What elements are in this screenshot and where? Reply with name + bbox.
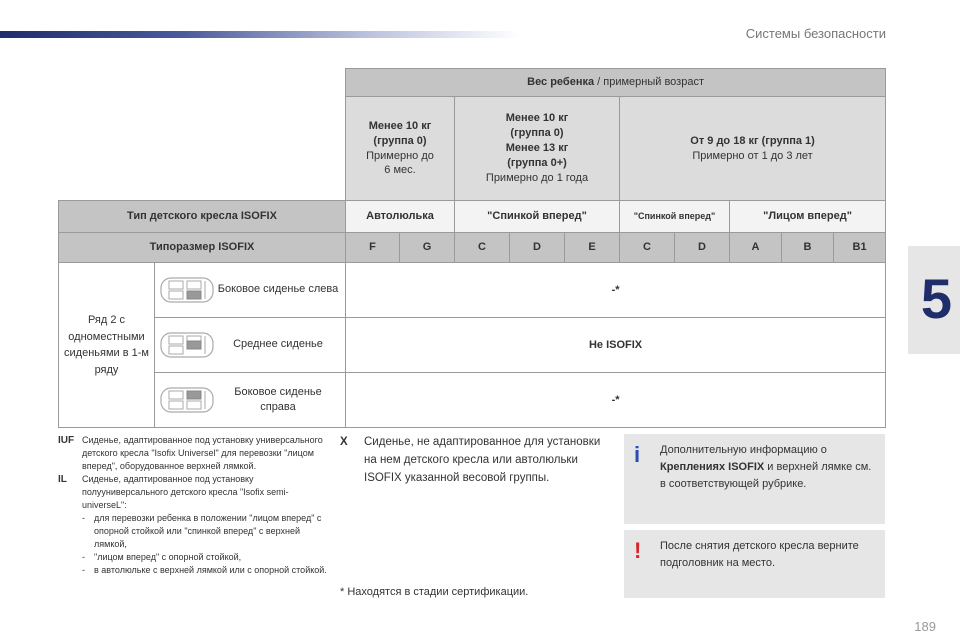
footnote: * Находятся в стадии сертификации.: [340, 586, 529, 598]
table-corner: [59, 69, 346, 97]
size-cell: D: [510, 233, 565, 263]
size-cell: C: [620, 233, 675, 263]
group-0plus-header: Менее 10 кг (группа 0) Менее 13 кг (группа 0+) Примерно до 1 года: [455, 97, 620, 201]
seat-left-cell: [155, 263, 346, 318]
size-cell: D: [675, 233, 730, 263]
size-cell: F: [346, 233, 400, 263]
seat-right-value: -*: [346, 373, 886, 428]
page-number: 189: [914, 619, 936, 634]
seat-type-rear-facing-2: "Спинкой вперед": [620, 201, 730, 233]
seat-left-value: -*: [346, 263, 886, 318]
legend-il-item: - в автолюльке с верхней лямкой или с опорной стойкой.: [82, 565, 327, 576]
seat-right-label: Боковое сиденье справа: [234, 385, 322, 413]
seat-type-forward-facing: "Лицом вперед": [730, 201, 886, 233]
chapter-number: 5: [920, 267, 952, 330]
seat-left-label: Боковое сиденье слева: [217, 283, 339, 296]
size-cell: C: [455, 233, 510, 263]
legend-il-item: - "лицом вперед" с опорной стойкой,: [82, 552, 242, 563]
legend-iuf: IUF Сиденье, адаптированное под установку универсального детского кресла "Isofix Universel" для перевозки "лицом вперед", оборудованное верхней лямкой.: [58, 435, 323, 472]
header-gradient-bar: [0, 31, 520, 38]
car-seat-middle-icon: [159, 330, 215, 360]
group-0-header: Менее 10 кг (группа 0) Примерно до 6 мес.: [346, 97, 455, 201]
legend-notes: [58, 434, 330, 578]
group-1-header: От 9 до 18 кг (группа 1) Примерно от 1 до 3 лет: [620, 97, 886, 201]
size-cell: B: [782, 233, 834, 263]
warning-icon: !: [634, 538, 642, 563]
legend-il: IL Сиденье, адаптированное под установку полууниверсального детского кресла "Isofix semi-universeL":: [58, 474, 289, 511]
seat-type-carrycot: Автолюлька: [346, 201, 455, 233]
size-cell: A: [730, 233, 782, 263]
size-cell: E: [565, 233, 620, 263]
warning-text: После снятия детского кресла верните подголовник на место.: [660, 540, 859, 570]
seat-type-label: Тип детского кресла ISOFIX: [59, 201, 346, 233]
weight-header: Вес ребенка / примерный возраст: [346, 69, 886, 97]
seat-middle-label: Среднее сиденье: [233, 338, 323, 351]
seat-type-rear-facing: "Спинкой вперед": [455, 201, 620, 233]
car-seat-right-icon: [159, 385, 215, 415]
legend-x: X Сиденье, не адаптированное для установки на нем детского кресла или автолюльки ISOFIX указанной весовой группы.: [340, 436, 601, 484]
info-icon: i: [634, 442, 641, 467]
seat-right-cell: [155, 373, 346, 428]
info-text: Дополнительную информацию о Креплениях ISOFIX и верхней лямке см. в соответствующей рубрике.: [660, 444, 872, 491]
car-seat-left-icon: [159, 275, 215, 305]
seat-middle-value: Не ISOFIX: [346, 318, 886, 373]
info-box: [624, 434, 885, 524]
seat-middle-cell: [155, 318, 346, 373]
table-corner-2: [59, 97, 346, 201]
size-label: Типоразмер ISOFIX: [59, 233, 346, 263]
size-cell: B1: [834, 233, 886, 263]
size-cell: G: [400, 233, 455, 263]
warning-box: [624, 530, 885, 598]
row-label: Ряд 2 с одноместными сиденьями в 1-м ряду: [59, 263, 155, 428]
isofix-table: [58, 68, 886, 428]
legend-il-item: - для перевозки ребенка в положении "лицом вперед" с опорной стойкой или "спинкой вперед" с верхней лямкой,: [82, 513, 322, 550]
section-title: Системы безопасности: [745, 26, 886, 41]
